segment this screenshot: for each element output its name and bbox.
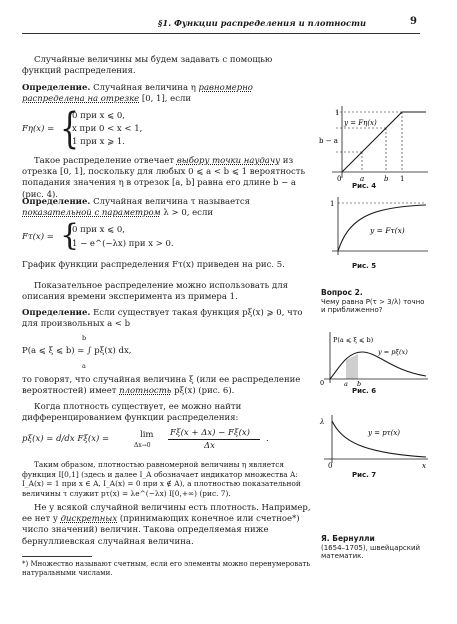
fig4-tick-b: b [384, 175, 389, 182]
p2-term: выбору точки наудачу [176, 156, 281, 166]
def3-label: Определение. [22, 308, 91, 318]
fig7-x: x [422, 462, 426, 469]
integral-lower: a [82, 362, 86, 370]
small-para-text: Таким образом, плотностью равномерной величины η является функция I[0,1] (здесь и далее I_A обозначает индикатор множества A: I_A(x) = 1 при x ∈ A, I_A(x) = 0 при x ∉ A), а плотностью показательной величины τ служит pτ(x) = λe^(−λx) I[0,+∞) (рис. 7). [22, 460, 301, 498]
fig6-caption: Рис. 6 [352, 387, 377, 395]
fig6-tick-a: a [344, 380, 348, 386]
fig6-tick-b: b [357, 380, 362, 386]
f-tau-lhs: Fτ(x) = [22, 232, 54, 242]
case2-row-0: 0 при x ⩽ 0, [72, 225, 126, 235]
definition-exponential [22, 197, 314, 219]
fig7-caption: Рис. 7 [352, 471, 377, 479]
fig6-prob: P(a ⩽ ξ ⩽ b) [333, 336, 374, 344]
paragraph-small [22, 460, 314, 498]
p4-text: Показательное распределение можно использовать для описания времени эксперимента из примера 1. [22, 281, 288, 303]
brace-1: { [60, 104, 80, 154]
case1-row-1: x при 0 < x < 1, [72, 124, 143, 134]
formula-f-eta [22, 104, 314, 154]
p2-text-b: из отрезка [0, 1], поскольку для любых 0 ⩽ a < b ⩽ 1 вероятность попадания значения η в отрезок [a, b] равна его длине b − a (рис. 4). [22, 156, 306, 200]
f-eta-lhs: Fη(x) = [22, 124, 55, 134]
formula3-text: P(a ⩽ ξ ⩽ b) = ∫ pξ(x) dx, [22, 346, 132, 356]
p6-text: Когда плотность существует, ее можно найти дифференцированием функции распределения: [22, 402, 242, 424]
brace-2: { [60, 218, 80, 253]
bio-text: (1654–1705), швейцарский математик. [321, 543, 421, 560]
fig7-label: y = pτ(x) [368, 429, 401, 437]
def1-term: равномерно распределена на отрезке [22, 83, 253, 105]
formula-density [22, 334, 314, 372]
p7-text-a: Не у всякой случайной величины есть плотность. Например, ее нет у [22, 503, 311, 525]
paragraph-density [22, 375, 314, 397]
figure-4 [318, 100, 430, 182]
paragraph-exponential-use [22, 281, 314, 303]
fig6-curve [330, 352, 426, 379]
figure-7 [318, 413, 430, 469]
def2-term: показательной с параметром [22, 208, 161, 219]
fig7-curve [332, 421, 426, 457]
bio-box [321, 535, 431, 561]
p5-text-a: то говорят, что случайная величина ξ (или ее распределение вероятностей) имеет [22, 375, 301, 397]
integral-upper: b [82, 334, 87, 342]
paragraph-discrete [22, 503, 314, 548]
formula4-lim-sub: Δx→0 [134, 442, 151, 449]
fig4-label: y = Fη(x) [344, 119, 377, 127]
footnote-rule [22, 556, 92, 557]
fraction-bar [168, 439, 260, 440]
fig5-caption: Рис. 5 [352, 262, 377, 270]
fig4-caption: Рис. 4 [352, 182, 377, 190]
fig4-tick-one: 1 [335, 109, 340, 117]
formula4-end: . [266, 434, 269, 444]
formula4-numerator: Fξ(x + Δx) − Fξ(x) [170, 428, 250, 438]
intro-text: Случайные величины мы будем задавать с помощью функций распределения. [22, 55, 273, 77]
paragraph-differentiation [22, 402, 314, 424]
formula4-denominator: Δx [204, 441, 215, 451]
def2-text-a: Случайная величина τ называется [93, 197, 250, 207]
fig4-tick-a: a [360, 175, 365, 182]
case2-row-1: 1 − e^(−λx) при x > 0. [72, 239, 174, 249]
p7-term: дискретных [60, 514, 118, 525]
fig4-tick-x1: 1 [400, 175, 405, 182]
def2-text-b: λ > 0, если [163, 208, 214, 219]
def3-text: Если существует такая функция pξ(x) ⩾ 0, что для произвольных a < b [22, 308, 303, 330]
fig6-tick-zero: 0 [320, 379, 325, 386]
fig4-ba: b − a [319, 137, 338, 145]
formula4-lhs: pξ(x) = d/dx Fξ(x) = [22, 434, 110, 444]
p3-text: График функции распределения Fτ(x) приведен на рис. 5. [22, 260, 285, 270]
formula-f-tau [22, 218, 314, 254]
case1-row-0: 0 при x ⩽ 0, [72, 111, 126, 121]
paragraph-uniform-explain [22, 156, 314, 201]
fig7-lambda: λ [320, 418, 325, 426]
p7-text-b: (принимающих конечное или счетное*) число значений) величин. Такова определяемая ниже бернуллиевская случайная величина. [22, 514, 300, 547]
running-title: §1. Функции распределения и плотности [158, 18, 367, 28]
def1-text-a: Случайная величина η [93, 83, 196, 93]
formula4-lim: lim [140, 430, 154, 440]
fig5-label: y = Fτ(x) [370, 226, 405, 235]
p5-term: плотность [119, 386, 172, 397]
definition-uniform [22, 83, 314, 105]
question-box [321, 289, 431, 315]
figure-6 [318, 330, 430, 386]
paragraph-intro [22, 55, 314, 77]
case1-row-2: 1 при x ⩾ 1. [72, 137, 126, 147]
header-rule [22, 33, 420, 34]
question-text: Чему равна P(τ > 3/λ) точно и приближенно? [321, 297, 425, 314]
figure-5 [318, 195, 430, 257]
fig4-tick-zero: 0 [337, 175, 342, 182]
fig5-tick-one: 1 [330, 200, 335, 208]
definition-density [22, 308, 314, 330]
p5-text-b: pξ(x) (рис. 6). [174, 386, 235, 397]
formula-derivative [22, 428, 314, 458]
fig7-zero: 0 [328, 462, 333, 469]
def2-label: Определение. [22, 197, 91, 207]
question-title: Вопрос 2. [321, 288, 363, 297]
p2-text-a: Такое распределение отвечает [34, 156, 175, 166]
def1-label: Определение. [22, 83, 91, 93]
paragraph-graph-ref [22, 260, 314, 271]
page-number: 9 [410, 16, 417, 27]
footnote: *) Множество называют счетным, если его элементы можно перенумеровать натуральными числами. [22, 560, 311, 577]
bio-name: Я. Бернулли [321, 534, 375, 543]
def1-text-b: [0, 1], если [141, 94, 192, 105]
fig6-label: y = pξ(x) [378, 348, 408, 356]
